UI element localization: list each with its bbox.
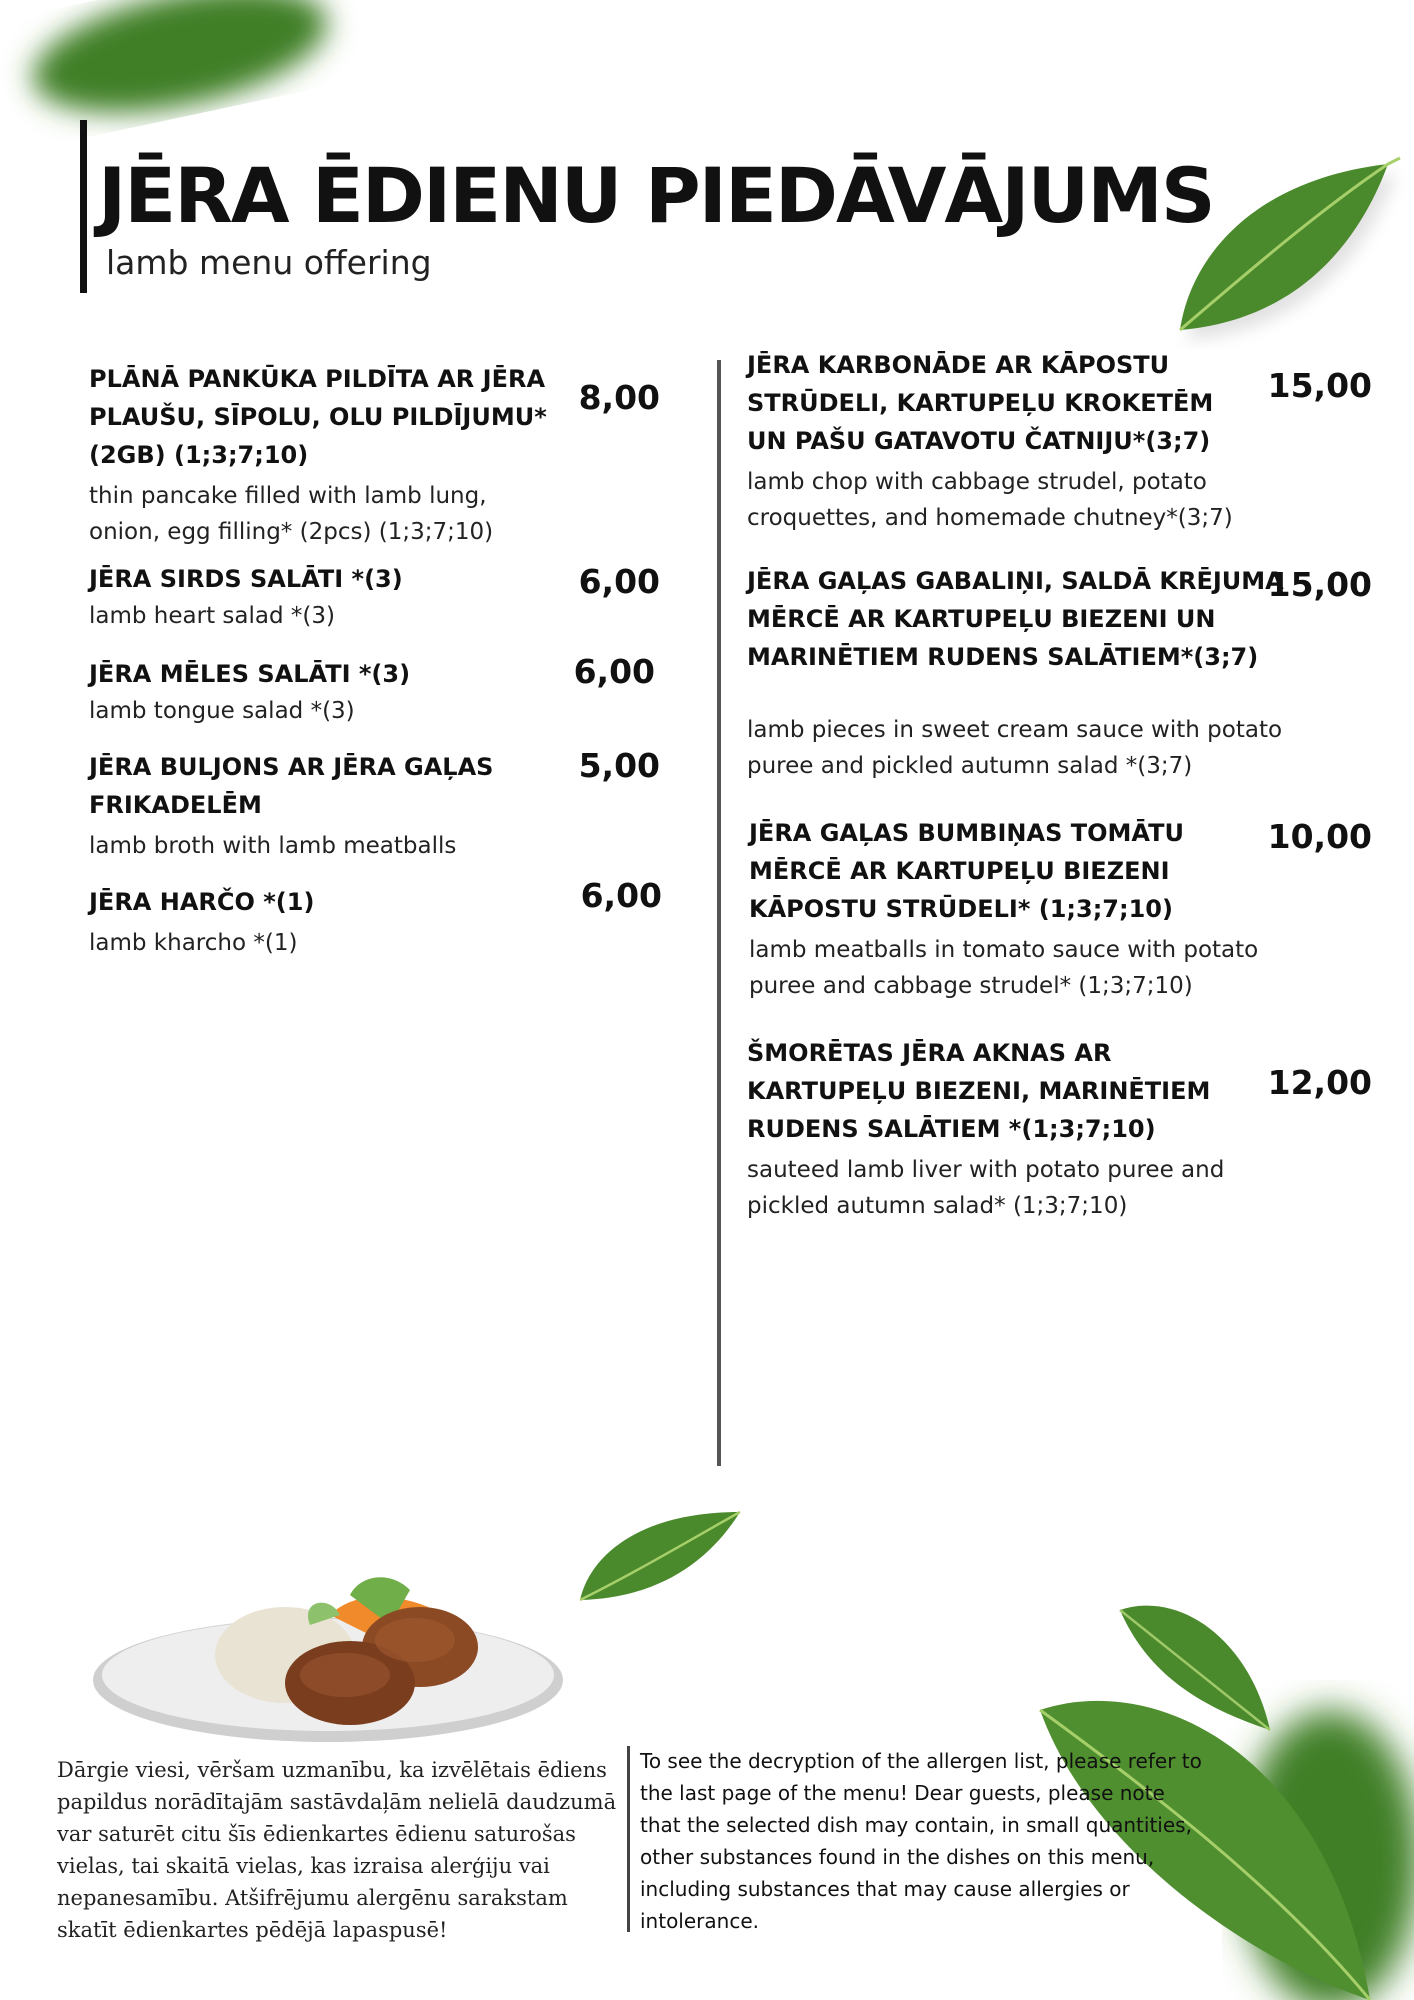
menu-item-price: 15,00 — [1267, 366, 1372, 405]
page-title: JĒRA ĒDIENU PIEDĀVĀJUMS — [98, 151, 1214, 240]
menu-item-description: lamb heart salad *(3) — [89, 603, 335, 629]
menu-item-name: JĒRA BULJONS AR JĒRA GAĻAS FRIKADELĒM — [89, 753, 494, 819]
menu-item — [89, 360, 559, 550]
menu-item-name: JĒRA GAĻAS GABALIŅI, SALDĀ KRĒJUMA MĒRCĒ AR KARTUPEĻU BIEZENI UN MARINĒTIEM RUDENS SALĀTIEM*(3;7) — [747, 567, 1284, 671]
menu-item-name: JĒRA HARČO *(1) — [89, 888, 315, 916]
title-accent-bar — [80, 120, 87, 293]
menu-item-description: thin pancake filled with lamb lung, onion, egg filling* (2pcs) (1;3;7;10) — [89, 483, 494, 545]
menu-item-name: JĒRA KARBONĀDE AR KĀPOSTU STRŪDELI, KARTUPEĻU KROKETĒM UN PAŠU GATAVOTU ČATNIJU*(3;7) — [747, 351, 1214, 455]
menu-item-description: lamb broth with lamb meatballs — [89, 833, 457, 859]
menu-item-price: 6,00 — [580, 876, 662, 915]
leaf-decoration-top-left — [0, 0, 360, 140]
menu-item-name: JĒRA GAĻAS BUMBIŅAS TOMĀTU MĒRCĒ AR KARTUPEĻU BIEZENI KĀPOSTU STRŪDELI* (1;3;7;10) — [749, 819, 1184, 923]
page-subtitle: lamb menu offering — [106, 243, 432, 282]
menu-item-name: ŠMORĒTAS JĒRA AKNAS AR KARTUPEĻU BIEZENI, MARINĒTIEM RUDENS SALĀTIEM *(1;3;7;10) — [747, 1039, 1211, 1143]
menu-item — [89, 883, 559, 961]
menu-item-name: JĒRA SIRDS SALĀTI *(3) — [89, 565, 403, 593]
footer-divider — [627, 1746, 630, 1932]
menu-item — [747, 1034, 1337, 1224]
menu-item-price: 15,00 — [1267, 565, 1372, 604]
menu-item-description: lamb pieces in sweet cream sauce with potato puree and pickled autumn salad *(3;7) — [747, 717, 1283, 779]
menu-item-price: 8,00 — [578, 378, 660, 417]
menu-item — [89, 560, 559, 634]
menu-item-name: PLĀNĀ PANKŪKA PILDĪTA AR JĒRA PLAUŠU, SĪPOLU, OLU PILDĪJUMU* (2GB) (1;3;7;10) — [89, 365, 547, 469]
food-plate-photo — [90, 1555, 570, 1755]
menu-item-description: lamb kharcho *(1) — [89, 930, 298, 956]
allergen-notice-english: To see the decryption of the allergen list, please refer to the last page of the menu! Dear guests, please note that the selected dish may contain, in small quantities, other substances found in the dishes on this menu, including substances that may cause allergies or intolerance. — [640, 1749, 1202, 1933]
menu-item-price: 10,00 — [1267, 817, 1372, 856]
leaf-decoration-mid — [570, 1500, 750, 1610]
allergen-notice-latvian: Dārgie viesi, vēršam uzmanību, ka izvēlētais ēdiens papildus norādītajām sastāvdaļām nelielā daudzumā var saturēt citu šīs ēdienkartes ēdienu saturošas vielas, tai skaitā vielas, kas izraisa alerģiju vai nepanesamību. Atšifrējumu alergēnu sarakstam skatīt ēdienkartes pēdējā lapaspusē! — [57, 1758, 617, 1942]
menu-item — [747, 562, 1337, 784]
menu-item-description: sauteed lamb liver with potato puree and pickled autumn salad* (1;3;7;10) — [747, 1157, 1225, 1219]
menu-item — [89, 748, 559, 864]
menu-item-price: 6,00 — [578, 562, 660, 601]
menu-item-price: 12,00 — [1267, 1063, 1372, 1102]
menu-item-name: JĒRA MĒLES SALĀTI *(3) — [89, 660, 411, 688]
menu-item-description: lamb meatballs in tomato sauce with potato puree and cabbage strudel* (1;3;7;10) — [749, 937, 1259, 999]
menu-item-price: 6,00 — [573, 652, 655, 691]
menu-item — [747, 346, 1337, 536]
menu-item-description: lamb chop with cabbage strudel, potato croquettes, and homemade chutney*(3;7) — [747, 469, 1233, 531]
menu-item-price: 5,00 — [578, 746, 660, 785]
menu-item — [89, 655, 559, 729]
menu-item-description: lamb tongue salad *(3) — [89, 698, 355, 724]
column-divider — [717, 360, 721, 1466]
